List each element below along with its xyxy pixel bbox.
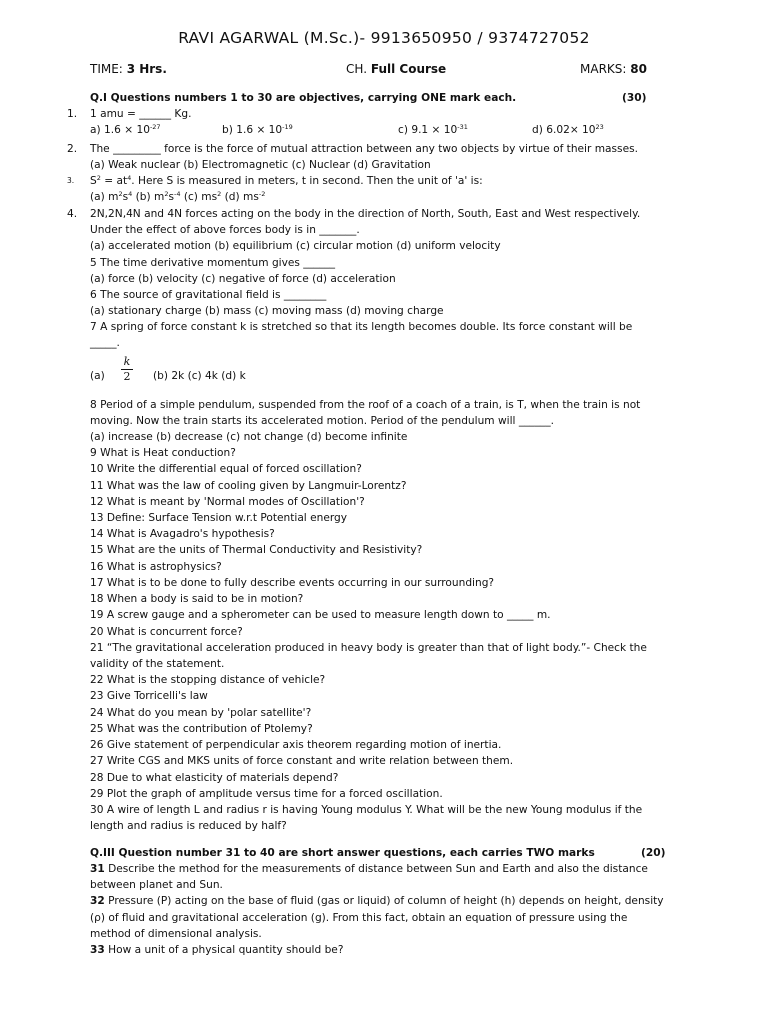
question-text: 5 The time derivative momentum gives ______: [90, 257, 336, 269]
q3-post: . Here S is measured in meters, t in second. Then the unit of 'a' is:: [131, 175, 483, 187]
question-number: 3.: [67, 176, 75, 185]
question-item: 24 What do you mean by 'polar satellite'?: [90, 707, 312, 719]
q3-exp: -2: [258, 190, 266, 198]
chapter-value: Full Course: [370, 62, 447, 76]
question-text: [90, 895, 664, 907]
fraction-numerator: k: [123, 355, 131, 368]
question-text: [90, 944, 343, 956]
q3-exp: 2: [164, 190, 169, 198]
q3-opt-d: (d) ms: [221, 191, 259, 203]
option-c-text: c) 9.1 × 10: [398, 124, 458, 136]
question-text: Under the effect of above forces body is in _______.: [90, 224, 360, 236]
q3-mid: = at: [100, 175, 128, 187]
question-item: 10 Write the differential equal of forced oscillation?: [90, 463, 362, 475]
question-item: 13 Define: Surface Tension w.r.t Potential energy: [90, 512, 348, 524]
question-text: The _________ force is the force of mutual attraction between any two objects by virtue of their masses.: [90, 143, 638, 155]
option-b-exponent: -19: [282, 123, 293, 131]
question-item: 9 What is Heat conduction?: [90, 447, 236, 459]
section-marks: (20): [641, 847, 666, 859]
question-text: validity of the statement.: [90, 658, 225, 670]
question-item: 11 What was the law of cooling given by Langmuir-Lorentz?: [90, 480, 407, 492]
option-a-exponent: -27: [149, 123, 161, 131]
question-item: 14 What is Avagadro's hypothesis?: [90, 528, 275, 540]
section-marks: (30): [622, 92, 647, 104]
section-heading: Q.III Question number 31 to 40 are short answer questions, each carries TWO marks: [90, 847, 595, 859]
q3-exp: 2: [118, 190, 123, 198]
fraction-k-over-2: [121, 356, 133, 383]
marks-label: MARKS:: [580, 62, 627, 76]
question-text: between planet and Sun.: [90, 879, 223, 891]
option-a: (a): [90, 370, 105, 382]
question-line: How a unit of a physical quantity should be?: [104, 944, 344, 956]
question-item: 28 Due to what elasticity of materials depend?: [90, 772, 339, 784]
question-text: [90, 863, 648, 875]
question-number: 32: [90, 895, 105, 907]
time-value: 3 Hrs.: [126, 62, 167, 76]
q3-opt-a-s: s: [122, 191, 129, 203]
question-item: 26 Give statement of perpendicular axis theorem regarding motion of inertia.: [90, 739, 502, 751]
q3-opt-b: (b) m: [132, 191, 165, 203]
question-options: (a) accelerated motion (b) equilibrium (c) circular motion (d) uniform velocity: [90, 240, 501, 252]
question-item: 15 What are the units of Thermal Conductivity and Resistivity?: [90, 544, 423, 556]
option-d-text: d) 6.02× 10: [532, 124, 596, 136]
option-c-exponent: -31: [457, 123, 468, 131]
question-item: 27 Write CGS and MKS units of force constant and write relation between them.: [90, 755, 514, 767]
option-c: [398, 124, 468, 136]
question-item: 23 Give Torricelli's law: [90, 690, 208, 702]
question-options: (b) 2k (c) 4k (d) k: [153, 370, 246, 382]
chapter-label: CH.: [346, 62, 368, 76]
question-item: 20 What is concurrent force?: [90, 626, 243, 638]
q3-opt-b-s: s: [168, 191, 174, 203]
question-text: (ρ) of fluid and gravitational acceleration (g). From this fact, obtain an equation of pressure using the: [90, 912, 628, 924]
question-number: 4.: [67, 208, 78, 220]
question-text: 8 Period of a simple pendulum, suspended from the roof of a coach of a train, is T, when the train is not: [90, 399, 641, 411]
question-text: length and radius is reduced by half?: [90, 820, 287, 832]
option-b-text: b) 1.6 × 10: [222, 124, 283, 136]
question-options: (a) Weak nuclear (b) Electromagnetic (c) Nuclear (d) Gravitation: [90, 159, 431, 171]
option-a: [90, 124, 161, 136]
q3-exp: 2: [217, 190, 222, 198]
question-item: 29 Plot the graph of amplitude versus time for a forced oscillation.: [90, 788, 443, 800]
option-d-exponent: 23: [595, 123, 604, 131]
section-heading: [90, 92, 516, 104]
q3-exp: -4: [173, 190, 181, 198]
time-label: TIME:: [90, 62, 123, 76]
question-number: 1.: [67, 108, 78, 120]
question-number: 2.: [67, 143, 78, 155]
q3-exp: 4: [128, 190, 133, 198]
question-number: 33: [90, 944, 105, 956]
question-item: 18 When a body is said to be in motion?: [90, 593, 304, 605]
question-text: 1 amu = ______ Kg.: [90, 108, 192, 120]
question-text: 2N,2N,4N and 4N forces acting on the body in the direction of North, South, East and West respectively.: [90, 208, 641, 220]
time-info: [90, 62, 167, 76]
question-options: (a) force (b) velocity (c) negative of force (d) acceleration: [90, 273, 396, 285]
q3-opt-a: (a) m: [90, 191, 119, 203]
q3-s: S: [90, 175, 97, 187]
question-options: (a) stationary charge (b) mass (c) moving mass (d) moving charge: [90, 305, 444, 317]
question-item: 16 What is astrophysics?: [90, 561, 222, 573]
question-line: Pressure (P) acting on the base of fluid (gas or liquid) of column of height (h) depends on height, density: [104, 895, 664, 907]
q3-opt-c: (c) ms: [180, 191, 218, 203]
option-a-text: a) 1.6 × 10: [90, 124, 150, 136]
question-text: _____.: [90, 337, 120, 349]
question-text: 6 The source of gravitational field is ________: [90, 289, 327, 301]
marks-info: [580, 62, 647, 76]
option-b: [222, 124, 293, 136]
question-options: (a) increase (b) decrease (c) not change (d) become infinite: [90, 431, 408, 443]
fraction-denominator: 2: [123, 370, 131, 383]
question-options: [90, 191, 265, 203]
question-line: Describe the method for the measurements of distance between Sun and Earth and also the distance: [104, 863, 648, 875]
question-item: 22 What is the stopping distance of vehicle?: [90, 674, 326, 686]
question-number: 31: [90, 863, 105, 875]
option-d: [532, 124, 604, 136]
question-item: 12 What is meant by 'Normal modes of Oscillation'?: [90, 496, 365, 508]
question-text: [90, 175, 483, 187]
question-item: 17 What is to be done to fully describe events occurring in our surrounding?: [90, 577, 495, 589]
question-item: 19 A screw gauge and a spherometer can be used to measure length down to _____ m.: [90, 609, 551, 621]
chapter-info: [346, 62, 446, 76]
question-item: 25 What was the contribution of Ptolemy?: [90, 723, 313, 735]
question-text: 7 A spring of force constant k is stretched so that its length becomes double. Its force constant will be: [90, 321, 633, 333]
page-header: RAVI AGARWAL (M.Sc.)- 9913650950 / 9374727052: [178, 29, 590, 47]
q3-exp: 4: [127, 174, 132, 182]
section-heading-text: Q.I Questions numbers 1 to 30 are objectives, carrying ONE mark each.: [90, 92, 517, 104]
paper-meta: [90, 62, 690, 78]
question-text: moving. Now the train starts its accelerated motion. Period of the pendulum will ______.: [90, 415, 554, 427]
question-text: 21 “The gravitational acceleration produced in heavy body is greater than that of light body.”- Check the: [90, 642, 647, 654]
marks-value: 80: [630, 62, 647, 76]
q3-exp: 2: [96, 174, 101, 182]
question-text: method of dimensional analysis.: [90, 928, 262, 940]
question-text: 30 A wire of length L and radius r is having Young modulus Y. What will be the new Young modulus if the: [90, 804, 643, 816]
